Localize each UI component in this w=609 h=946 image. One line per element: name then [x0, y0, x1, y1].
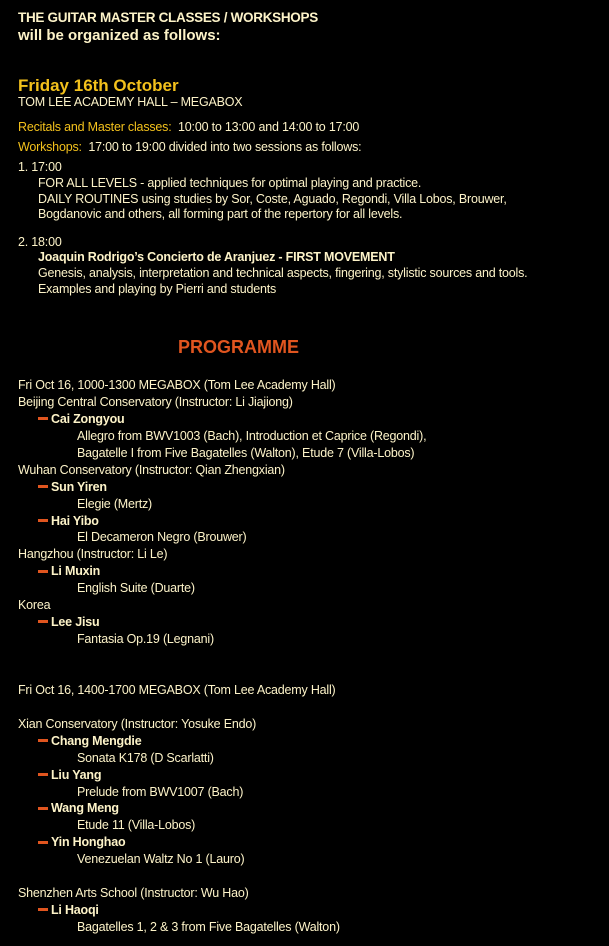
programme-text: Chang Mengdie [51, 733, 142, 748]
event-day: Friday 16th October [18, 76, 179, 95]
recitals-info [18, 120, 359, 134]
dash-bullet-icon [38, 570, 48, 573]
programme-text: Venezuelan Waltz No 1 (Lauro) [77, 852, 245, 867]
dash-bullet-icon [38, 417, 48, 420]
dash-bullet-icon [38, 773, 48, 776]
programme-text: Sonata K178 (D Scarlatti) [77, 750, 214, 765]
page-title: THE GUITAR MASTER CLASSES / WORKSHOPS [18, 10, 318, 25]
programme-text: Bagatelle I from Five Bagatelles (Walton), Etude 7 (Villa-Lobos) [77, 445, 415, 460]
programme-piece [18, 817, 426, 834]
programme-session [18, 682, 426, 699]
programme-text: Hai Yibo [51, 513, 99, 528]
dash-bullet-icon [38, 807, 48, 810]
programme-student [18, 834, 426, 851]
programme-student [18, 513, 426, 530]
programme-text: Allegro from BWV1003 (Bach), Introduction et Caprice (Regondi), [77, 428, 427, 443]
session-1-line: FOR ALL LEVELS - applied techniques for optimal playing and practice. [38, 176, 422, 190]
programme-piece [18, 529, 426, 546]
dash-bullet-icon [38, 519, 48, 522]
programme-piece [18, 496, 426, 513]
programme-group [18, 716, 426, 733]
programme-list [18, 377, 426, 936]
page-subtitle: will be organized as follows: [18, 27, 221, 44]
programme-text: Liu Yang [51, 767, 102, 782]
programme-student [18, 733, 426, 750]
programme-text: English Suite (Duarte) [77, 581, 195, 596]
programme-piece [18, 784, 426, 801]
programme-text: Fri Oct 16, 1400-1700 MEGABOX (Tom Lee Academy Hall) [18, 682, 336, 697]
programme-heading: PROGRAMME [178, 337, 299, 357]
programme-text: Wang Meng [51, 801, 119, 816]
programme-piece [18, 851, 426, 868]
spacer [18, 665, 426, 682]
workshops-label: Workshops: [18, 140, 82, 154]
dash-bullet-icon [38, 841, 48, 844]
session-2-title: Joaquin Rodrigo’s Concierto de Aranjuez - FIRST MOVEMENT [38, 250, 395, 264]
dash-bullet-icon [38, 620, 48, 623]
programme-text: Li Haoqi [51, 903, 99, 918]
programme-text: Hangzhou (Instructor: Li Le) [18, 547, 168, 562]
session-2-line: Genesis, analysis, interpretation and technical aspects, fingering, stylistic sources and tools. [38, 266, 528, 280]
programme-group [18, 462, 426, 479]
programme-text: El Decameron Negro (Brouwer) [77, 530, 247, 545]
programme-text: Korea [18, 598, 51, 613]
programme-text: Bagatelles 1, 2 & 3 from Five Bagatelles (Walton) [77, 920, 340, 934]
workshops-time: 17:00 to 19:00 divided into two sessions as follows: [88, 140, 362, 154]
programme-text: Beijing Central Conservatory (Instructor: Li Jiajiong) [18, 394, 293, 409]
programme-text: Yin Honghao [51, 835, 126, 850]
spacer [18, 699, 426, 716]
programme-student [18, 800, 426, 817]
programme-text: Fri Oct 16, 1000-1300 MEGABOX (Tom Lee Academy Hall) [18, 378, 336, 392]
programme-group [18, 394, 426, 411]
programme-text: Fantasia Op.19 (Legnani) [77, 632, 214, 647]
programme-student [18, 614, 426, 631]
recitals-label: Recitals and Master classes: [18, 120, 172, 134]
programme-text: Wuhan Conservatory (Instructor: Qian Zhengxian) [18, 462, 285, 477]
programme-session [18, 377, 426, 394]
programme-text: Cai Zongyou [51, 411, 125, 426]
session-1-number: 1. 17:00 [18, 160, 62, 174]
recitals-time: 10:00 to 13:00 and 14:00 to 17:00 [178, 120, 360, 134]
programme-text: Shenzhen Arts School (Instructor: Wu Hao) [18, 886, 249, 901]
programme-group [18, 546, 426, 563]
session-1-line: Bogdanovic and others, all forming part of the repertory for all levels. [38, 207, 403, 221]
programme-text: Elegie (Mertz) [77, 496, 152, 511]
programme-text: Prelude from BWV1007 (Bach) [77, 784, 244, 799]
programme-text: Xian Conservatory (Instructor: Yosuke Endo) [18, 716, 257, 731]
dash-bullet-icon [38, 485, 48, 488]
programme-piece [18, 428, 426, 445]
programme-student [18, 411, 426, 428]
programme-text: Sun Yiren [51, 479, 107, 494]
programme-student [18, 902, 426, 919]
programme-text: Etude 11 (Villa-Lobos) [77, 818, 196, 833]
programme-text: Li Muxin [51, 564, 101, 579]
workshops-info [18, 140, 361, 154]
programme-piece [18, 580, 426, 597]
session-2-line: Examples and playing by Pierri and students [38, 282, 277, 296]
session-2-number: 2. 18:00 [18, 235, 62, 249]
programme-student [18, 479, 426, 496]
programme-piece [18, 445, 426, 462]
dash-bullet-icon [38, 739, 48, 742]
programme-text: Lee Jisu [51, 615, 100, 630]
programme-piece [18, 919, 426, 936]
spacer [18, 648, 426, 665]
dash-bullet-icon [38, 908, 48, 911]
programme-group [18, 597, 426, 614]
spacer [18, 868, 426, 885]
programme-piece [18, 631, 426, 648]
programme-piece [18, 750, 426, 767]
programme-student [18, 767, 426, 784]
programme-student [18, 563, 426, 580]
event-venue: TOM LEE ACADEMY HALL – MEGABOX [18, 95, 243, 109]
programme-group [18, 885, 426, 902]
session-1-line: DAILY ROUTINES using studies by Sor, Coste, Aguado, Regondi, Villa Lobos, Brouwer, [38, 192, 507, 206]
